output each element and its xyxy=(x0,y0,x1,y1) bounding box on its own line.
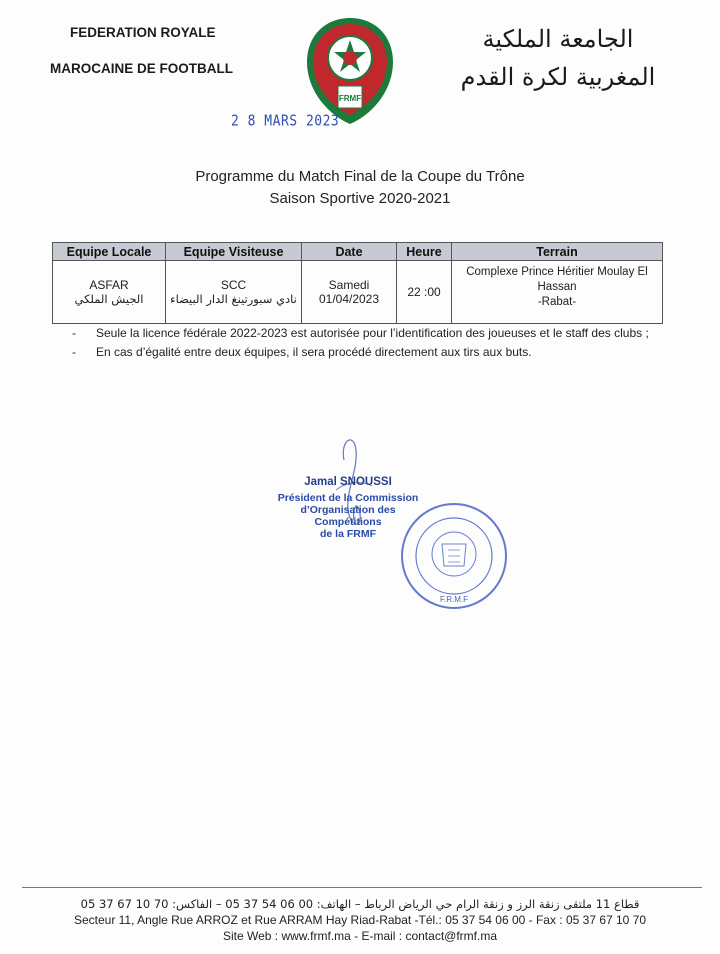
cell-home-team xyxy=(53,261,166,324)
table-header-row xyxy=(53,243,663,261)
footer-divider xyxy=(22,887,702,888)
col-date: Date xyxy=(302,243,397,261)
cell-time: 22 :00 xyxy=(397,261,452,324)
official-seal-stamp xyxy=(398,500,510,612)
signatory-role-line3: de la FRMF xyxy=(319,528,376,540)
federation-name-fr-line2: MAROCAINE DE FOOTBALL xyxy=(50,61,233,76)
list-item: - Seule la licence fédérale 2022-2023 est autorisée pour l’identification des joueuses et le staff des clubs ; xyxy=(72,326,649,340)
col-time: Heure xyxy=(397,243,452,261)
venue-line2: Hassan xyxy=(537,281,577,293)
cell-venue xyxy=(452,261,663,324)
frmf-logo xyxy=(303,14,397,128)
col-home-team: Equipe Locale xyxy=(53,243,166,261)
match-day: Samedi xyxy=(328,278,370,292)
signatory-role-line1: Président de la Commission xyxy=(277,492,419,504)
logo-text: FRMF xyxy=(338,94,362,103)
away-team-name: SCC xyxy=(220,278,247,292)
federation-name-ar xyxy=(458,20,658,96)
cell-away-team xyxy=(166,261,302,324)
col-venue: Terrain xyxy=(452,243,663,261)
cell-date xyxy=(302,261,397,324)
federation-name-ar-line2: المغربية لكرة القدم xyxy=(460,63,656,91)
footer-contact: Site Web : www.frmf.ma - E-mail : contact@frmf.ma xyxy=(222,929,497,943)
away-team-name-ar: نادي سبورتينغ الدار البيضاء xyxy=(170,292,297,306)
col-away-team: Equipe Visiteuse xyxy=(166,243,302,261)
notes-list xyxy=(72,326,649,364)
match-schedule-table xyxy=(52,242,663,324)
venue-line1: Complexe Prince Héritier Moulay El xyxy=(466,266,648,278)
home-team-name-ar: الجيش الملكي xyxy=(74,292,144,306)
federation-name-fr-line1: FEDERATION ROYALE xyxy=(70,25,216,40)
venue-line3: -Rabat- xyxy=(537,296,577,308)
table-row xyxy=(53,261,663,324)
signatory-name: Jamal SNOUSSI xyxy=(304,476,392,488)
signatory-role-line2: d’Organisation des Compétitions xyxy=(300,504,396,528)
footer-address-fr: Secteur 11, Angle Rue ARROZ et Rue ARRAM Hay Riad-Rabat -Tél.: 05 37 54 06 00 - Fax : 05 37 67 10 70 xyxy=(73,913,647,927)
seal-text: F.R.M.F xyxy=(440,595,468,604)
note-text: Seule la licence fédérale 2022-2023 est autorisée pour l’identification des joueuses et le staff des clubs ; xyxy=(96,326,649,340)
federation-name-ar-line1: الجامعة الملكية xyxy=(482,25,634,53)
document-title: Programme du Match Final de la Coupe du Trône xyxy=(195,168,525,185)
footer-address-ar: قطاع 11 ملتقى زنقة الرز و زنقة الرام حي الرياض الرباط – الهاتف: 00 06 54 37 05 – الفاكس: 70 10 67 37 05 xyxy=(80,897,640,911)
received-date-stamp: 2 8 MARS 2023 xyxy=(231,112,340,131)
home-team-name: ASFAR xyxy=(89,278,129,292)
document-subtitle: Saison Sportive 2020-2021 xyxy=(269,190,451,207)
list-item: - En cas d’égalité entre deux équipes, il sera procédé directement aux tirs aux buts. xyxy=(72,345,532,359)
note-text: En cas d’égalité entre deux équipes, il sera procédé directement aux tirs aux buts. xyxy=(96,345,532,359)
match-date: 01/04/2023 xyxy=(318,292,380,306)
